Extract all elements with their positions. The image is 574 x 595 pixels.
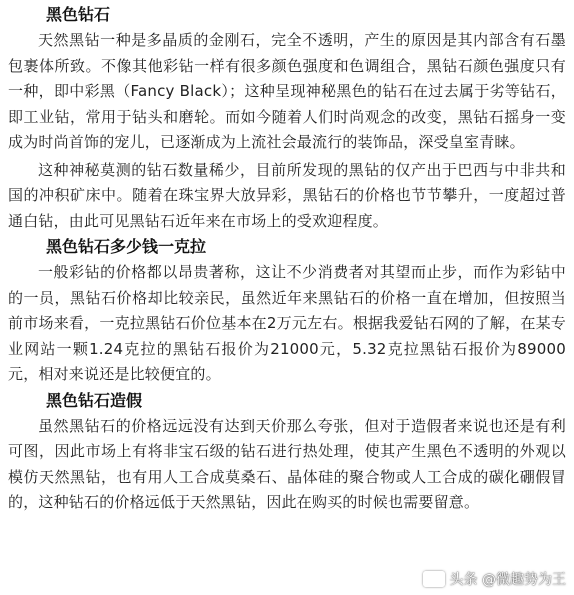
section-heading-black-diamond: 黑色钻石 — [46, 5, 111, 24]
paragraph: 这种神秘莫测的钻石数量稀少，目前所发现的黑钻的仅产出于巴西与中非共和国的冲积矿床中。随着在珠宝界大放异彩，黑钻石的价格也节节攀升，一度超过普通白钻，由此可见黑钻石近年来在市场上的受欢迎程度。 — [8, 160, 566, 230]
watermark-text: 头条 @微趣势为王 — [449, 572, 566, 588]
paragraph: 虽然黑钻石的价格远远没有达到天价那么夸张，但对于造假者来说也还是有利可图，因此市场上有将非宝石级的钻石进行热处理，使其产生黑色不透明的外观以模仿天然黑钻，也有用人工合成莫桑石、晶体硅的聚合物或人工合成的碳化硼假冒的，这种钻石的价格远低于天然黑钻，因此在购买的时候也需要留意。 — [8, 416, 566, 511]
paragraph: 天然黑钻一种是多晶质的金刚石，完全不透明，产生的原因是其内部含有石墨包裹体所致。不像其他彩钻一样有很多颜色强度和色调组合，黑钻石颜色强度只有一种，即中彩黑（Fancy Black）；这种呈现神秘黑色的钻石在过去属于劣等钻石，即工业钻，常用于钻头和磨轮。而如今随着人们时尚观念的改变，黑钻石摇身一变成为时尚首饰的宠儿，已逐渐成为上流社会最流行的装饰品，深受皇室青睐。 — [8, 31, 566, 151]
article — [8, 4, 566, 518]
paragraph: 一般彩钻的价格都以昂贵著称，这让不少消费者对其望而止步，而作为彩钻中的一员，黑钻石价格却比较亲民，虽然近年来黑钻石的价格一直在增加，但按照当前市场来看，一克拉黑钻石价位基本在2万元左右。根据我爱钻石网的了解，在某专业网站一颗1.24克拉的黑钻石报价为21000元，5.32克拉黑钻石报价为89000元，相对来说还是比较便宜的。 — [8, 263, 566, 383]
watermark — [423, 569, 566, 589]
video-play-icon — [423, 571, 445, 587]
section-heading-counterfeit: 黑色钻石造假 — [46, 390, 143, 410]
section-heading-price-per-carat: 黑色钻石多少钱一克拉 — [46, 237, 207, 256]
